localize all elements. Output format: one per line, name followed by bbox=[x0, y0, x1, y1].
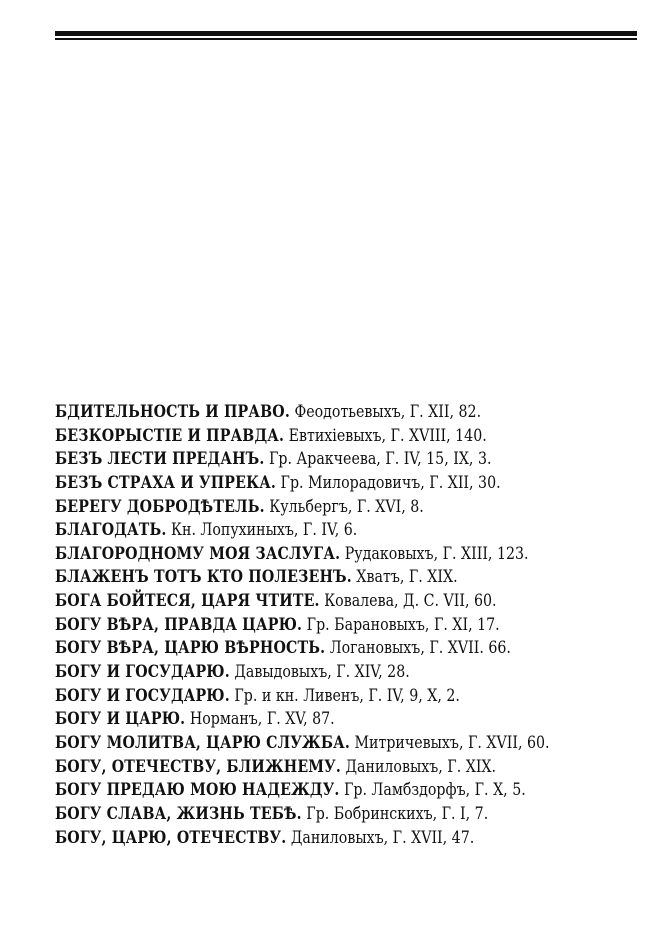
motto-reference: Хватъ, Г. XIX. bbox=[356, 567, 458, 587]
motto-entry bbox=[55, 589, 558, 613]
motto-reference: Гр. Барановыхъ, Г. XI, 17. bbox=[306, 614, 500, 634]
motto-text: БОГУ МОЛИТВА, ЦАРЮ СЛУЖБА. bbox=[55, 732, 350, 752]
motto-reference: Гр. Ламбздорфъ, Г. X, 5. bbox=[344, 780, 526, 800]
motto-text: БОГУ, ЦАРЮ, ОТЕЧЕСТВУ. bbox=[55, 827, 287, 847]
header-rule-thin bbox=[55, 38, 637, 40]
motto-reference: Митричевыхъ, Г. XVII, 60. bbox=[354, 732, 550, 752]
motto-entry bbox=[55, 636, 558, 660]
motto-reference: Феодотьевыхъ, Г. XII, 82. bbox=[294, 402, 482, 421]
motto-text: БЕЗЪ СТРАХА И УПРЕКА. bbox=[55, 472, 277, 492]
motto-text: БОГУ И ГОСУДАРЮ. bbox=[55, 685, 230, 705]
motto-reference: Кн. Лопухиныхъ, Г. IV, 6. bbox=[171, 520, 358, 540]
motto-entry bbox=[55, 802, 558, 826]
motto-reference: Евтихіевыхъ, Г. XVIII, 140. bbox=[288, 425, 487, 445]
motto-entry bbox=[55, 826, 558, 850]
motto-reference: Кульбергъ, Г. XVI, 8. bbox=[269, 496, 424, 516]
motto-text: БЛАЖЕНЪ ТОТЪ КТО ПОЛЕЗЕНЪ. bbox=[55, 567, 352, 587]
motto-entry bbox=[55, 755, 558, 779]
motto-reference: Рудаковыхъ, Г. XIII, 123. bbox=[344, 543, 529, 563]
motto-text: БЕРЕГУ ДОБРОДѢТЕЛЬ. bbox=[55, 496, 265, 516]
motto-entry bbox=[55, 660, 558, 684]
motto-reference: Гр. Милорадовичъ, Г. XII, 30. bbox=[280, 472, 501, 492]
motto-reference: Логановыхъ, Г. XVII. 66. bbox=[329, 638, 511, 658]
motto-reference: Даниловыхъ, Г. XVII, 47. bbox=[290, 827, 475, 847]
motto-reference: Гр. Бобринскихъ, Г. I, 7. bbox=[306, 803, 489, 823]
motto-text: БОГУ ПРЕДАЮ МОЮ НАДЕЖДУ. bbox=[55, 780, 340, 800]
motto-text: БОГУ, ОТЕЧЕСТВУ, БЛИЖНЕМУ. bbox=[55, 756, 341, 776]
motto-reference: Гр. Аракчеева, Г. IV, 15, IX, 3. bbox=[269, 449, 492, 469]
motto-text: БОГУ И ГОСУДАРЮ. bbox=[55, 662, 230, 682]
motto-reference: Норманъ, Г. XV, 87. bbox=[189, 709, 335, 729]
motto-entry bbox=[55, 565, 558, 589]
motto-entry bbox=[55, 731, 558, 755]
header-rule-thick bbox=[55, 31, 637, 36]
motto-entry bbox=[55, 707, 558, 731]
motto-list bbox=[55, 400, 640, 849]
motto-entry bbox=[55, 778, 558, 802]
motto-reference: Ковалева, Д. С. VII, 60. bbox=[324, 591, 497, 611]
motto-text: БЕЗЪ ЛЕСТИ ПРЕДАНЪ. bbox=[55, 449, 265, 469]
motto-text: БЛАГОДАТЬ. bbox=[55, 520, 167, 540]
motto-text: БОГУ ВѢРА, ПРАВДА ЦАРЮ. bbox=[55, 614, 303, 634]
motto-reference: Гр. и кн. Ливенъ, Г. IV, 9, X, 2. bbox=[234, 685, 460, 705]
motto-entry bbox=[55, 542, 558, 566]
motto-text: БОГУ И ЦАРЮ. bbox=[55, 709, 186, 729]
motto-text: БОГУ СЛАВА, ЖИЗНЬ ТЕБѢ. bbox=[55, 803, 302, 823]
motto-entry bbox=[55, 684, 558, 708]
motto-text: БЛАГОРОДНОМУ МОЯ ЗАСЛУГА. bbox=[55, 543, 341, 563]
motto-reference: Давыдовыхъ, Г. XIV, 28. bbox=[234, 662, 410, 682]
motto-entry bbox=[55, 400, 558, 424]
motto-entry bbox=[55, 471, 558, 495]
motto-entry bbox=[55, 424, 558, 448]
motto-entry bbox=[55, 447, 558, 471]
motto-text: БОГА БОЙТЕСЯ, ЦАРЯ ЧТИТЕ. bbox=[55, 591, 320, 611]
motto-text: БОГУ ВѢРА, ЦАРЮ ВѢРНОСТЬ. bbox=[55, 638, 326, 658]
motto-entry bbox=[55, 495, 558, 519]
motto-entry bbox=[55, 518, 558, 542]
motto-entry bbox=[55, 613, 558, 637]
motto-text: БДИТЕЛЬНОСТЬ И ПРАВО. bbox=[55, 402, 290, 421]
motto-text: БЕЗКОРЫСТІЕ И ПРАВДА. bbox=[55, 425, 285, 445]
motto-reference: Даниловыхъ, Г. XIX. bbox=[345, 756, 497, 776]
